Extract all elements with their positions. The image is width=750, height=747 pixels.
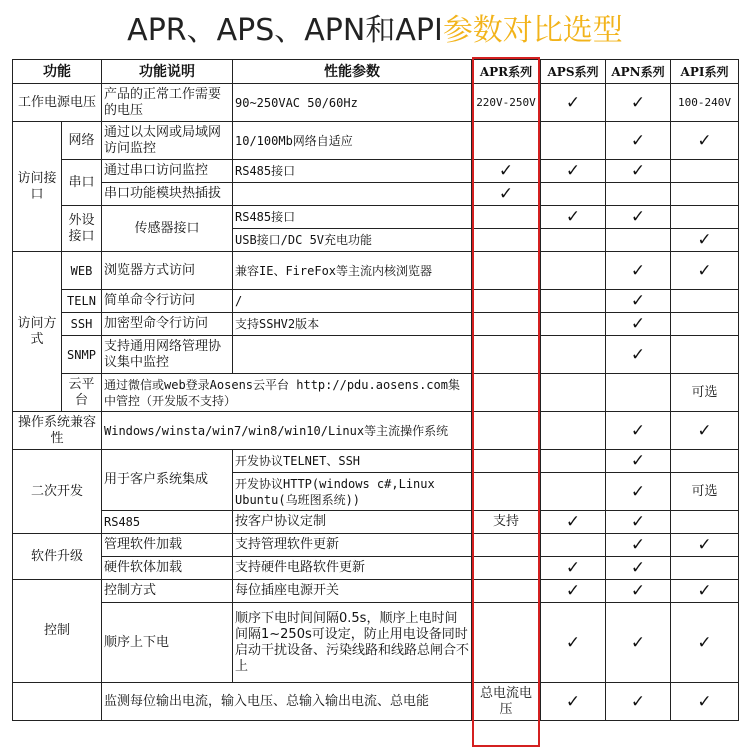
sub-ssh: SSH xyxy=(62,313,102,336)
desc-serial-hotplug: 串口功能模块热插拔 xyxy=(102,183,233,206)
api-integ-http: 可选 xyxy=(671,473,739,511)
param-ext-usb: USB接口/DC 5V充电功能 xyxy=(233,229,472,252)
check-icon: ✓ xyxy=(541,603,606,683)
check-icon: ✓ xyxy=(541,160,606,183)
desc-web: 浏览器方式访问 xyxy=(102,252,233,290)
check-icon: ✓ xyxy=(541,84,606,122)
check-icon: ✓ xyxy=(606,160,671,183)
param-rs485: 按客户协议定制 xyxy=(233,511,472,534)
desc-net: 通过以太网或局域网访问监控 xyxy=(102,122,233,160)
check-icon: ✓ xyxy=(606,252,671,290)
table-row xyxy=(13,511,739,534)
page-title xyxy=(0,0,750,58)
group-os: 操作系统兼容性 xyxy=(13,412,102,450)
check-icon: ✓ xyxy=(606,683,671,721)
desc-os: Windows/winsta/win7/win8/win10/Linux等主流操作系统 xyxy=(102,412,472,450)
param-sequence: 顺序下电时间间隔0.5s，顺序上电时间间隔1~250s可设定，防止用电设备同时启动干扰设备、污染线路和线路总闸合不上 xyxy=(233,603,472,683)
param-integ-http: 开发协议HTTP(windows c#,Linux Ubuntu(乌班图系统)) xyxy=(233,473,472,511)
desc-serial: 通过串口访问监控 xyxy=(102,160,233,183)
desc-ssh: 加密型命令行访问 xyxy=(102,313,233,336)
check-icon: ✓ xyxy=(541,683,606,721)
title-part2: 参数对比选型 xyxy=(442,13,623,48)
desc-ext: 传感器接口 xyxy=(102,206,233,252)
header-apr: APR系列 xyxy=(472,60,541,84)
param-upgrade-mgmt: 支持管理软件更新 xyxy=(233,534,472,557)
check-icon: ✓ xyxy=(606,336,671,374)
table-row xyxy=(13,412,739,450)
desc-upgrade-mgmt: 管理软件加载 xyxy=(102,534,233,557)
header-aps: APS系列 xyxy=(541,60,606,84)
param-web: 兼容IE、FireFox等主流内核浏览器 xyxy=(233,252,472,290)
check-icon: ✓ xyxy=(541,511,606,534)
group-control: 控制 xyxy=(13,580,102,683)
table-row xyxy=(13,290,739,313)
header-function: 功能 xyxy=(13,60,102,84)
group-method: 访问方式 xyxy=(13,252,62,412)
header-description: 功能说明 xyxy=(102,60,233,84)
desc-integ: 用于客户系统集成 xyxy=(102,450,233,511)
check-icon: ✓ xyxy=(541,557,606,580)
check-icon: ✓ xyxy=(671,229,739,252)
check-icon: ✓ xyxy=(606,557,671,580)
check-icon: ✓ xyxy=(606,412,671,450)
param-control-mode: 每位插座电源开关 xyxy=(233,580,472,603)
group-access: 访问接口 xyxy=(13,122,62,252)
table-row xyxy=(13,122,739,160)
table-row xyxy=(13,183,739,206)
table-row xyxy=(13,534,739,557)
param-ssh: 支持SSHV2版本 xyxy=(233,313,472,336)
comparison-table xyxy=(12,59,739,721)
header-apn: APN系列 xyxy=(606,60,671,84)
param-upgrade-hw: 支持硬件电路软件更新 xyxy=(233,557,472,580)
check-icon: ✓ xyxy=(606,534,671,557)
desc-cloud: 通过微信或web登录Aosens云平台 http://pdu.aosens.com集中管控（开发版不支持） xyxy=(102,374,472,412)
param-integ-telnet: 开发协议TELNET、SSH xyxy=(233,450,472,473)
check-icon: ✓ xyxy=(472,183,541,206)
desc-power: 产品的正常工作需要的电压 xyxy=(102,84,233,122)
apr-rs485: 支持 xyxy=(472,511,541,534)
desc-rs485: RS485 xyxy=(102,511,233,534)
table-row xyxy=(13,313,739,336)
header-parameters: 性能参数 xyxy=(233,60,472,84)
check-icon: ✓ xyxy=(541,580,606,603)
desc-control-mode: 控制方式 xyxy=(102,580,233,603)
param-telnet: / xyxy=(233,290,472,313)
check-icon: ✓ xyxy=(606,313,671,336)
check-icon: ✓ xyxy=(541,206,606,229)
table-row xyxy=(13,206,739,229)
check-icon: ✓ xyxy=(671,683,739,721)
header-api: API系列 xyxy=(671,60,739,84)
param-ext-rs485: RS485接口 xyxy=(233,206,472,229)
check-icon: ✓ xyxy=(606,580,671,603)
check-icon: ✓ xyxy=(671,122,739,160)
sub-snmp: SNMP xyxy=(62,336,102,374)
desc-snmp: 支持通用网络管理协议集中监控 xyxy=(102,336,233,374)
check-icon: ✓ xyxy=(606,450,671,473)
apr-monitor: 总电流电压 xyxy=(472,683,541,721)
check-icon: ✓ xyxy=(606,122,671,160)
check-icon: ✓ xyxy=(671,603,739,683)
table-row xyxy=(13,252,739,290)
sub-telnet: TELN xyxy=(62,290,102,313)
table-row xyxy=(13,160,739,183)
api-cloud: 可选 xyxy=(671,374,739,412)
desc-telnet: 简单命令行访问 xyxy=(102,290,233,313)
check-icon: ✓ xyxy=(606,206,671,229)
table-row xyxy=(13,84,739,122)
desc-monitor: 监测每位输出电流，输入电压、总输入输出电流、总电能 xyxy=(102,683,472,721)
table-row xyxy=(13,580,739,603)
table-row xyxy=(13,336,739,374)
check-icon: ✓ xyxy=(606,290,671,313)
desc-upgrade-hw: 硬件软体加载 xyxy=(102,557,233,580)
sub-net: 网络 xyxy=(62,122,102,160)
check-icon: ✓ xyxy=(671,580,739,603)
header-row xyxy=(13,60,739,84)
param-net: 10/100Mb网络自适应 xyxy=(233,122,472,160)
table-row xyxy=(13,683,739,721)
check-icon: ✓ xyxy=(606,511,671,534)
group-power: 工作电源电压 xyxy=(13,84,102,122)
sub-ext: 外设接口 xyxy=(62,206,102,252)
check-icon: ✓ xyxy=(606,473,671,511)
title-part1: APR、APS、APN和API xyxy=(127,13,443,48)
sub-cloud: 云平台 xyxy=(62,374,102,412)
table-row xyxy=(13,557,739,580)
check-icon: ✓ xyxy=(671,412,739,450)
check-icon: ✓ xyxy=(671,252,739,290)
table-row xyxy=(13,450,739,473)
table-row xyxy=(13,374,739,412)
sub-web: WEB xyxy=(62,252,102,290)
check-icon: ✓ xyxy=(671,534,739,557)
desc-sequence: 顺序上下电 xyxy=(102,603,233,683)
group-upgrade: 软件升级 xyxy=(13,534,102,580)
sub-serial: 串口 xyxy=(62,160,102,206)
group-secdev: 二次开发 xyxy=(13,450,102,534)
apr-power: 220V-250V xyxy=(472,84,541,122)
param-serial: RS485接口 xyxy=(233,160,472,183)
param-power: 90~250VAC 50/60Hz xyxy=(233,84,472,122)
check-icon: ✓ xyxy=(606,603,671,683)
table-row xyxy=(13,603,739,683)
api-power: 100-240V xyxy=(671,84,739,122)
check-icon: ✓ xyxy=(472,160,541,183)
check-icon: ✓ xyxy=(606,84,671,122)
